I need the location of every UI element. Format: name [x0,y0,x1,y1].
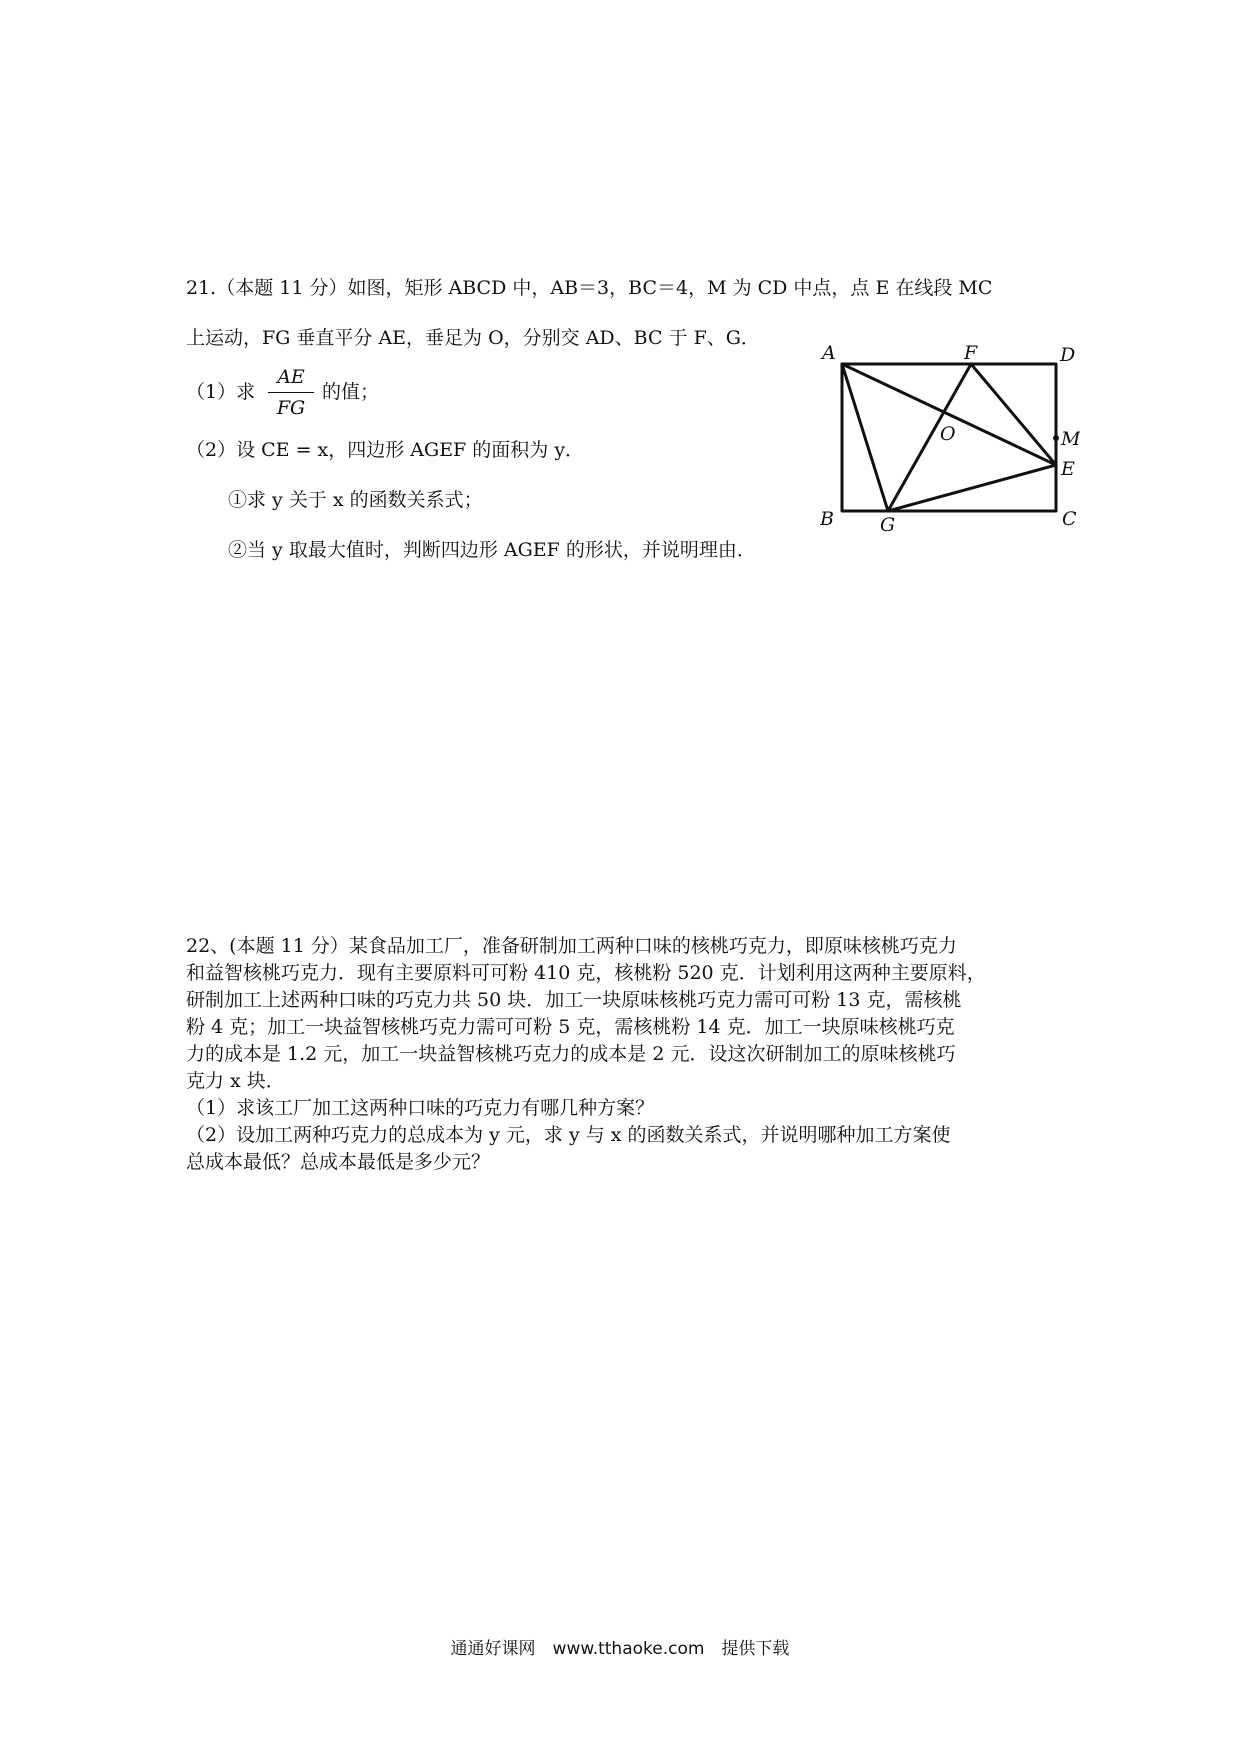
q22-question-2-line-1: （2）设加工两种巧克力的总成本为 y 元，求 y 与 x 的函数关系式，并说明哪种加工方案使 [186,1124,951,1146]
q21-part1-prefix: （1）求 [186,381,256,403]
segment-fe [971,364,1056,465]
label-g: G [880,514,896,532]
segment-ge [888,465,1056,511]
label-c: C [1062,508,1077,530]
q22-line-1: 22、(本题 11 分）某食品加工厂，准备研制加工两种口味的核桃巧克力，即原味核桃巧克力 [186,935,957,957]
label-a: A [822,342,836,364]
q21-line-1: 21.（本题 11 分）如图，矩形 ABCD 中，AB＝3，BC＝4，M 为 CD 中点，点 E 在线段 MC [186,277,993,299]
page-footer: 通通好课网 www.tthaoke.com 提供下载 [450,1639,790,1659]
q21-part2: （2）设 CE = x，四边形 AGEF 的面积为 y． [186,439,585,461]
label-f: F [964,342,978,364]
segment-ag [842,364,888,511]
q22-question-2-line-2: 总成本最低？总成本最低是多少元？ [186,1151,491,1173]
q22-question-1: （1）求该工厂加工这两种口味的巧克力有哪几种方案？ [186,1097,655,1119]
q22-line-5: 力的成本是 1.2 元，加工一块益智核桃巧克力的成本是 2 元．设这次研制加工的原味核桃巧 [186,1043,956,1065]
label-o: O [940,423,956,445]
segment-ae [842,364,1056,465]
q21-line-2: 上运动，FG 垂直平分 AE，垂足为 O，分别交 AD、BC 于 F、G． [186,327,760,349]
fraction-denominator: FG [276,397,306,419]
q22-line-3: 研制加工上述两种口味的巧克力共 50 块．加工一块原味核桃巧克力需可可粉 13 克，需核桃 [186,989,962,1011]
q21-part1-suffix: 的值； [322,381,380,403]
fraction-bar [268,392,314,393]
q21-part2-sub1: ①求 y 关于 x 的函数关系式； [228,489,483,511]
q22-line-2: 和益智核桃巧克力．现有主要原料可可粉 410 克，核桃粉 520 克．计划利用这两种主要原料， [186,962,986,984]
segment-fg [888,364,971,511]
label-m: M [1061,428,1080,450]
rectangle-figure [820,342,1080,532]
point-m [1053,435,1059,441]
q21-part2-sub2: ②当 y 取最大值时，判断四边形 AGEF 的形状，并说明理由． [228,539,756,561]
fraction-numerator: AE [277,366,305,388]
q22-line-6: 克力 x 块． [186,1070,285,1092]
label-d: D [1060,344,1076,366]
q22-line-4: 粉 4 克；加工一块益智核桃巧克力需可可粉 5 克，需核桃粉 14 克．加工一块原味核桃巧克 [186,1016,955,1038]
label-e: E [1061,458,1075,480]
fraction-ae-over-fg [268,364,314,421]
label-b: B [820,508,834,530]
